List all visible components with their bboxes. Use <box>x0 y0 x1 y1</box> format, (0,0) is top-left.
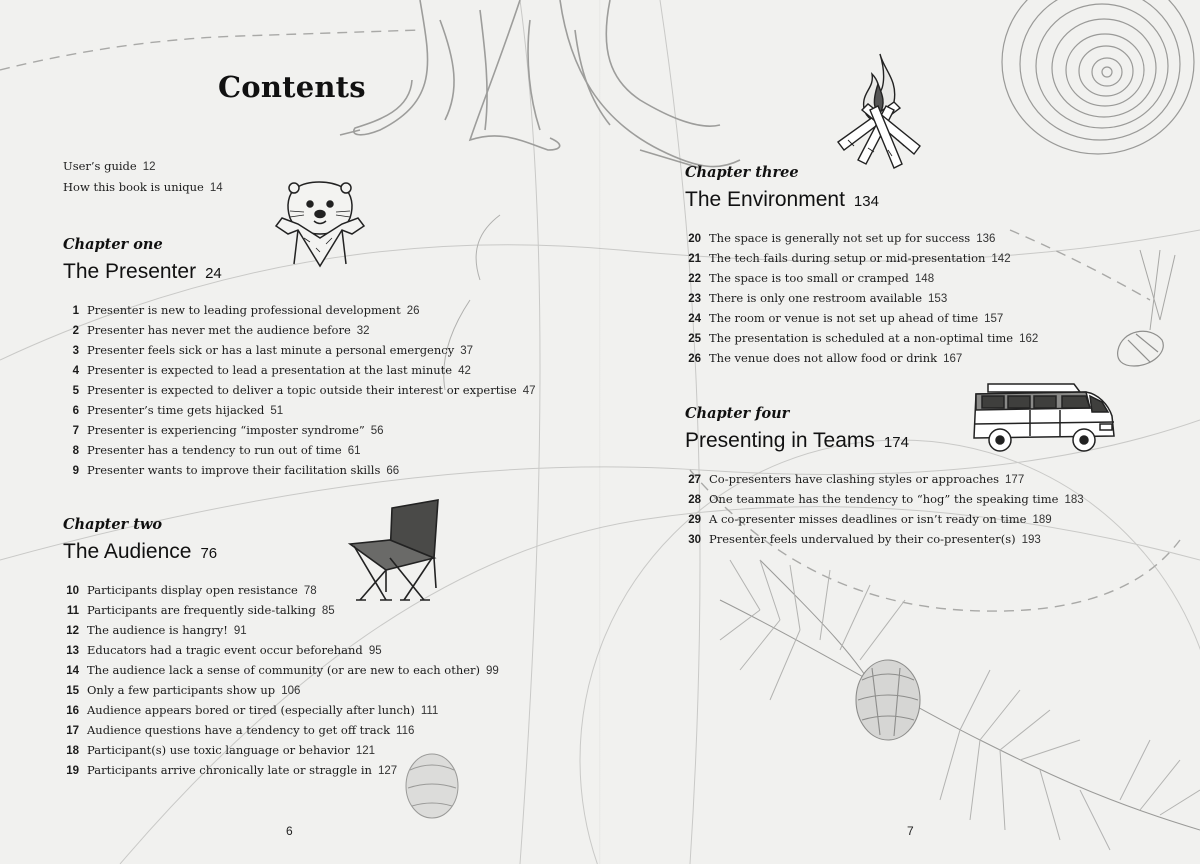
chapter-entry-list <box>63 581 499 781</box>
front-matter-item[interactable] <box>63 157 223 178</box>
entry-text: Presenter is expected to deliver a topic outside their interest or expertise <box>87 383 517 397</box>
toc-entry[interactable] <box>63 601 499 621</box>
entry-text: The space is generally not set up for success <box>709 231 971 245</box>
entry-page-number: 142 <box>991 253 1011 265</box>
front-matter-item[interactable] <box>63 178 223 199</box>
toc-entry[interactable] <box>63 381 536 401</box>
chapter-label: Chapter four <box>685 405 790 422</box>
toc-entry[interactable] <box>685 269 1038 289</box>
toc-entry[interactable] <box>63 301 536 321</box>
toc-entry[interactable] <box>63 441 536 461</box>
entry-number: 8 <box>72 445 79 457</box>
entry-number: 21 <box>688 253 701 265</box>
entry-page-number: 95 <box>368 645 382 657</box>
entry-number: 12 <box>66 625 79 637</box>
entry-number: 23 <box>688 293 701 305</box>
entry-text: The space is too small or cramped <box>709 271 909 285</box>
chapter-one <box>63 236 536 481</box>
entry-page-number: 167 <box>943 353 963 365</box>
entry-number: 3 <box>72 345 79 357</box>
entry-number: 9 <box>72 465 79 477</box>
chapter-label: Chapter three <box>685 164 799 181</box>
entry-page-number: 14 <box>209 181 223 194</box>
entry-page-number: 32 <box>356 325 370 337</box>
entry-page-number: 136 <box>976 233 996 245</box>
entry-text: Educators had a tragic event occur beforehand <box>87 643 363 657</box>
entry-number: 11 <box>66 605 79 617</box>
entry-number: 13 <box>66 645 79 657</box>
entry-text: Only a few participants show up <box>87 683 276 697</box>
entry-page-number: 61 <box>347 445 361 457</box>
chapter-entry-list <box>685 470 1084 550</box>
chapter-title[interactable] <box>63 538 499 568</box>
toc-entry[interactable] <box>63 761 499 781</box>
entry-text: The tech fails during setup or mid-presentation <box>709 251 986 265</box>
entry-text: Presenter wants to improve their facilitation skills <box>87 463 381 477</box>
toc-entry[interactable] <box>685 249 1038 269</box>
chapter-four <box>685 405 1084 550</box>
entry-text: Participant(s) use toxic language or behavior <box>87 743 350 757</box>
toc-entry[interactable] <box>63 401 536 421</box>
entry-text: The audience is hangry! <box>87 623 228 637</box>
toc-entry[interactable] <box>63 701 499 721</box>
toc-entry[interactable] <box>685 289 1038 309</box>
chapter-two <box>63 516 499 781</box>
chapter-entry-list <box>63 301 536 481</box>
chapter-title-text: The Environment <box>685 188 845 211</box>
toc-entry[interactable] <box>63 361 536 381</box>
chapter-page-number: 134 <box>853 193 879 210</box>
entry-page-number: 85 <box>321 605 335 617</box>
entry-number: 5 <box>72 385 79 397</box>
campfire-icon <box>828 50 930 174</box>
entry-page-number: 42 <box>458 365 471 377</box>
toc-entry[interactable] <box>685 329 1038 349</box>
entry-page-number: 148 <box>914 273 935 285</box>
entry-text: A co-presenter misses deadlines or isn’t ready on time <box>709 512 1027 526</box>
toc-entry[interactable] <box>63 741 499 761</box>
entry-number: 27 <box>688 474 701 486</box>
toc-entry[interactable] <box>685 510 1084 530</box>
entry-page-number: 66 <box>386 465 400 477</box>
entry-number: 26 <box>688 353 701 365</box>
entry-text: Presenter is experiencing “imposter syndrome” <box>87 423 365 437</box>
toc-entry[interactable] <box>63 681 499 701</box>
toc-entry[interactable] <box>63 421 536 441</box>
toc-entry[interactable] <box>63 721 499 741</box>
toc-entry[interactable] <box>685 530 1084 550</box>
entry-page-number: 106 <box>281 685 301 697</box>
chapter-title-text: Presenting in Teams <box>685 429 875 452</box>
entry-number: 14 <box>66 665 79 677</box>
entry-number: 24 <box>688 313 701 325</box>
chapter-title[interactable] <box>63 258 536 288</box>
toc-entry[interactable] <box>685 349 1038 369</box>
entry-number: 15 <box>66 685 79 697</box>
entry-number: 1 <box>72 305 79 317</box>
chapter-label: Chapter one <box>63 236 163 253</box>
entry-text: Presenter’s time gets hijacked <box>87 403 265 417</box>
entry-page-number: 177 <box>1005 474 1025 486</box>
chapter-label: Chapter two <box>63 516 163 533</box>
entry-text: The presentation is scheduled at a non-optimal time <box>709 331 1014 345</box>
entry-number: 30 <box>688 534 701 546</box>
entry-number: 4 <box>72 365 79 377</box>
chapter-page-number: 76 <box>200 545 218 562</box>
entry-number: 28 <box>688 494 701 506</box>
entry-text: Presenter is expected to lead a presentation at the last minute <box>87 363 453 377</box>
entry-page-number: 47 <box>522 385 536 397</box>
entry-number: 17 <box>66 725 79 737</box>
toc-entry[interactable] <box>685 470 1084 490</box>
entry-page-number: 12 <box>142 161 156 173</box>
toc-entry[interactable] <box>63 321 536 341</box>
entry-page-number: 193 <box>1021 534 1041 546</box>
entry-text: Co-presenters have clashing styles or approaches <box>709 472 1000 486</box>
entry-text: The audience lack a sense of community (or are new to each other) <box>87 663 481 677</box>
chapter-entry-list <box>685 229 1038 369</box>
entry-text: Participants display open resistance <box>87 583 298 597</box>
entry-text: The room or venue is not set up ahead of time <box>709 311 979 325</box>
entry-number: 20 <box>688 233 701 245</box>
toc-entry[interactable] <box>63 641 499 661</box>
entry-page-number: 127 <box>377 765 398 777</box>
toc-entry[interactable] <box>685 490 1084 510</box>
chapter-title[interactable] <box>685 427 1084 457</box>
page-number: 7 <box>907 824 914 838</box>
entry-page-number: 153 <box>928 293 948 305</box>
entry-text: User’s guide <box>63 159 137 173</box>
entry-number: 18 <box>66 745 79 757</box>
entry-number: 2 <box>72 325 79 337</box>
entry-text: Presenter is new to leading professional development <box>87 303 401 317</box>
entry-page-number: 99 <box>486 665 499 677</box>
toc-entry[interactable] <box>63 661 499 681</box>
entry-number: 10 <box>66 585 79 597</box>
front-matter-list <box>63 157 223 198</box>
chapter-title[interactable] <box>685 186 1038 216</box>
entry-text: How this book is unique <box>63 179 204 194</box>
entry-number: 22 <box>688 273 701 285</box>
entry-text: Presenter feels undervalued by their co-presenter(s) <box>709 532 1016 546</box>
chapter-title-text: The Audience <box>63 540 192 563</box>
entry-page-number: 189 <box>1032 514 1052 526</box>
entry-number: 29 <box>688 514 701 526</box>
entry-text: Participants are frequently side-talking <box>87 603 316 617</box>
entry-page-number: 26 <box>406 305 420 317</box>
entry-number: 16 <box>66 705 79 717</box>
entry-page-number: 121 <box>355 745 376 757</box>
entry-number: 7 <box>72 425 79 437</box>
entry-text: Presenter feels sick or has a last minute a personal emergency <box>87 343 455 357</box>
entry-page-number: 183 <box>1064 494 1084 506</box>
entry-text: The venue does not allow food or drink <box>709 351 938 365</box>
entry-text: Presenter has never met the audience before <box>87 323 351 337</box>
chapter-page-number: 174 <box>883 434 909 451</box>
entry-page-number: 78 <box>303 585 317 597</box>
chapter-title-text: The Presenter <box>63 260 197 283</box>
entry-number: 19 <box>66 765 79 777</box>
toc-entry[interactable] <box>63 461 536 481</box>
page-title: Contents <box>218 70 366 104</box>
entry-text: One teammate has the tendency to “hog” the speaking time <box>709 492 1059 506</box>
entry-page-number: 162 <box>1019 333 1039 345</box>
chapter-three <box>685 164 1038 369</box>
entry-page-number: 157 <box>984 313 1004 325</box>
entry-page-number: 91 <box>233 625 247 637</box>
entry-text: There is only one restroom available <box>709 291 923 305</box>
toc-entry[interactable] <box>685 229 1038 249</box>
entry-text: Audience appears bored or tired (especially after lunch) <box>87 703 415 717</box>
entry-page-number: 56 <box>370 425 384 437</box>
entry-page-number: 37 <box>460 345 473 357</box>
entry-text: Audience questions have a tendency to get off track <box>87 723 391 737</box>
toc-entry[interactable] <box>63 621 499 641</box>
entry-number: 6 <box>72 405 79 417</box>
page-number: 6 <box>286 824 293 838</box>
toc-entry[interactable] <box>685 309 1038 329</box>
entry-number: 25 <box>688 333 701 345</box>
toc-entry[interactable] <box>63 581 499 601</box>
entry-page-number: 111 <box>420 705 439 717</box>
chapter-page-number: 24 <box>205 265 222 282</box>
entry-text: Presenter has a tendency to run out of time <box>87 443 342 457</box>
entry-text: Participants arrive chronically late or straggle in <box>87 763 372 777</box>
toc-entry[interactable] <box>63 341 536 361</box>
entry-page-number: 51 <box>270 405 284 417</box>
right-page <box>600 0 1200 864</box>
entry-page-number: 116 <box>396 725 415 737</box>
